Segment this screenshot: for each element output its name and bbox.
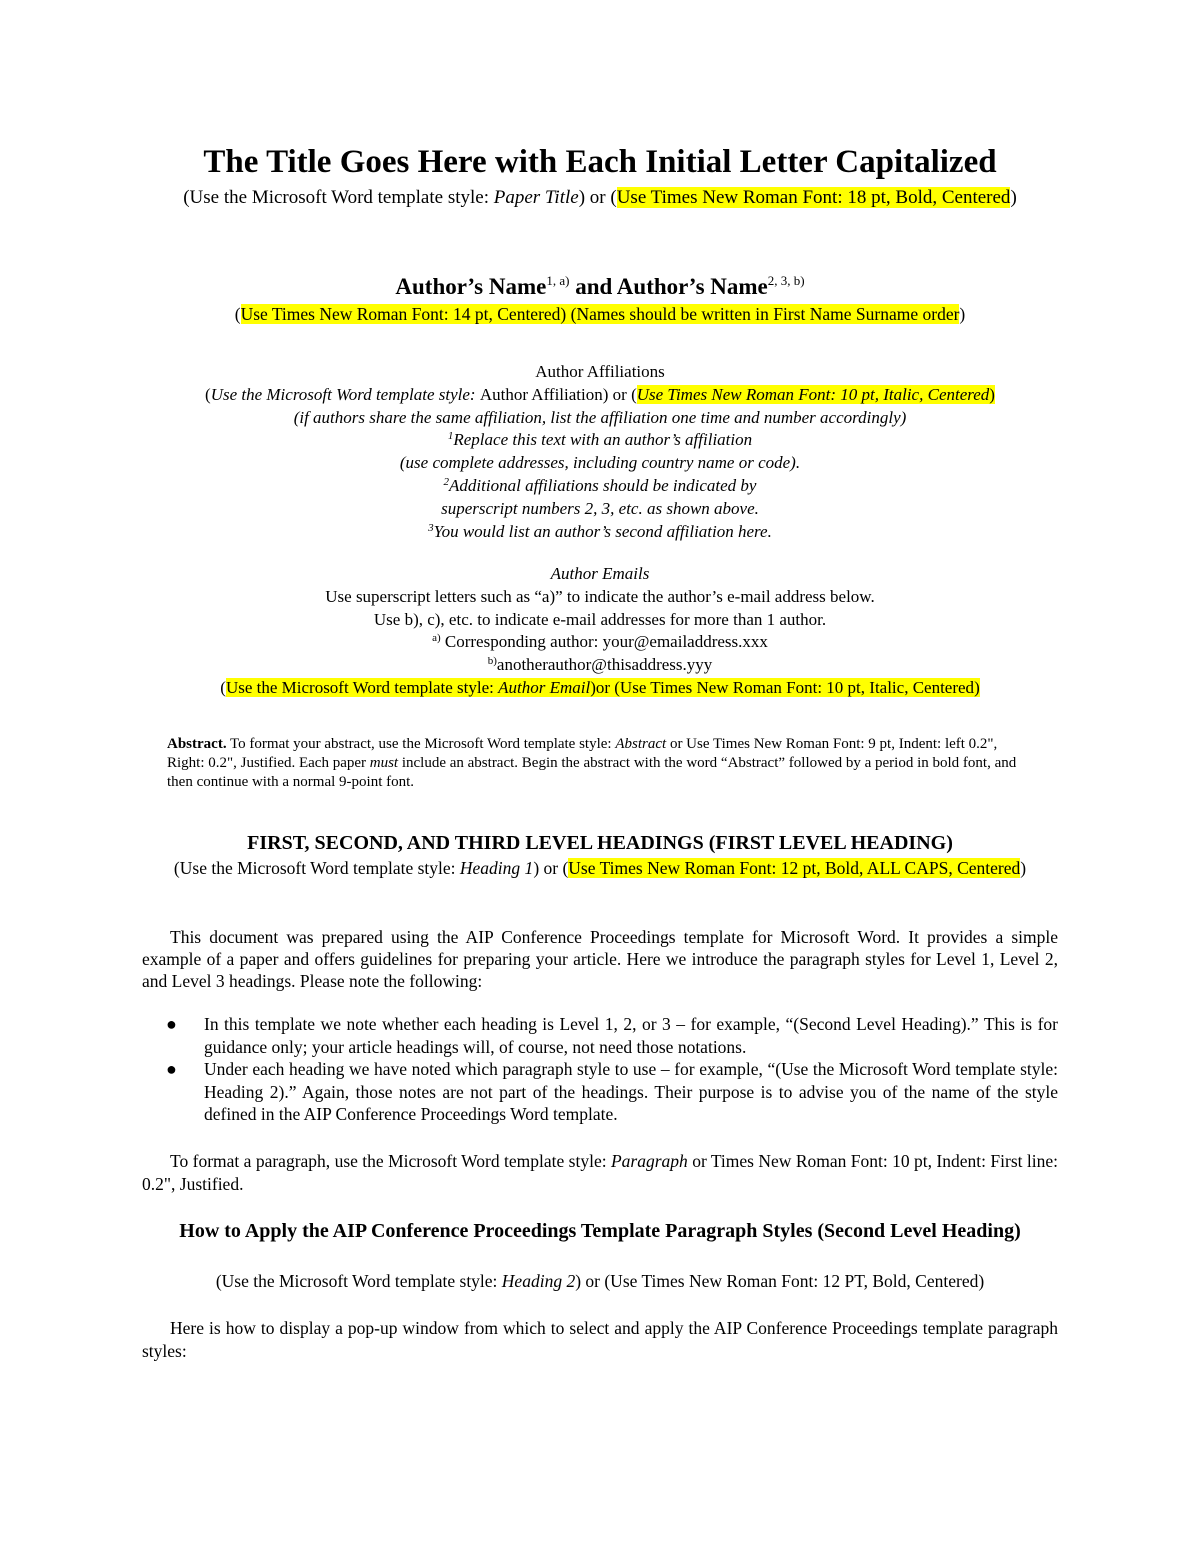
note-text: ) <box>959 304 966 324</box>
authors-style-note <box>142 303 1058 325</box>
note-text: ( <box>234 304 241 324</box>
author-name: Author’s Name <box>395 274 547 299</box>
affiliation-line <box>142 475 1058 498</box>
first-level-heading: FIRST, SECOND, AND THIRD LEVEL HEADINGS (FIRST LEVEL HEADING) <box>247 832 953 854</box>
highlighted-text: Use the Microsoft Word template style: <box>225 677 499 697</box>
affiliation-superscript: 1 <box>447 430 454 443</box>
highlighted-text: Use Times New Roman Font: 14 pt, Centered) (Names should be written in First Name Surname order <box>240 304 960 324</box>
paragraph-text: This document was prepared using the AIP Conference Proceedings template for Microsoft Word. It provides a simple example of a paper and offers guidelines for preparing your article. Here we introduce the paragraph styles for Level 1, Level 2, and Level 3 headings. Please note the following: <box>142 927 1058 992</box>
highlighted-text: Use Times New Roman Font: 18 pt, Bold, Centered <box>616 187 1011 208</box>
note-text: ( <box>220 677 226 697</box>
email-text: anotherauthor@thisaddress.yyy <box>496 655 713 675</box>
list-item <box>160 1013 1058 1058</box>
highlighted-text: Use Times New Roman Font: 12 pt, Bold, ALL CAPS, Centered <box>568 858 1021 878</box>
note-style-name: Paper Title <box>493 187 579 208</box>
list-item-text: In this template we note whether each heading is Level 1, 2, or 3 – for example, “(Second Level Heading).” This is for guidance only; your article headings will, of course, not need those notations. <box>204 1014 1058 1057</box>
note-text: ) or ( <box>602 384 637 404</box>
affiliations-block <box>142 361 1058 543</box>
abstract-style-name: Abstract <box>615 736 667 752</box>
bullet-icon: ● <box>166 1014 177 1034</box>
highlighted-text: )or ( <box>590 677 620 697</box>
title-style-note <box>150 185 1050 211</box>
highlighted-text: Author Email <box>498 677 591 697</box>
paragraph-text: To format a paragraph, use the Microsoft Word template style: <box>170 1151 611 1171</box>
list-item <box>160 1058 1058 1126</box>
affiliations-share-note: (if authors share the same affiliation, list the affiliation one time and number accordingly) <box>293 407 907 427</box>
abstract-emphasis: must <box>369 755 399 771</box>
note-style-name: Heading 1 <box>459 858 534 878</box>
body-paragraph <box>142 1317 1058 1362</box>
highlighted-text: Use Times New Roman Font: 10 pt, Italic, Centered <box>636 384 990 404</box>
affiliation-line <box>142 429 1058 452</box>
paragraph-style-name: Paragraph <box>610 1151 688 1171</box>
note-style-name: Author Affiliation <box>479 384 603 404</box>
bullet-list <box>160 1013 1058 1126</box>
affiliation-line <box>142 521 1058 544</box>
email-superscript: a) <box>432 632 441 645</box>
note-text: (Use the Microsoft Word template style: <box>215 1271 502 1291</box>
emails-heading: Author Emails <box>550 564 650 583</box>
affiliation-line: superscript numbers 2, 3, etc. as shown above. <box>441 498 759 518</box>
body-paragraph <box>142 926 1058 993</box>
note-text: ) <box>1020 858 1027 878</box>
heading2-style-note <box>142 1270 1058 1293</box>
emails-block <box>142 563 1058 700</box>
email-superscript: b) <box>487 655 497 668</box>
bullet-icon: ● <box>166 1059 177 1079</box>
list-item-text: Under each heading we have noted which paragraph style to use – for example, “(Use the Microsoft Word template style: Heading 2).” Again, those notes are not part of the headings. Their purpose is to advise you of the name of the style defined in the AIP Conference Proceedings Word template. <box>204 1059 1058 1124</box>
note-text: (Use the Microsoft Word template style: <box>183 187 494 208</box>
author-conjunction: and <box>569 274 617 299</box>
author-names <box>142 272 1058 302</box>
affiliation-superscript: 2 <box>443 475 450 488</box>
affiliation-text: Additional affiliations should be indicated by <box>449 475 757 495</box>
paper-title: The Title Goes Here with Each Initial Letter Capitalized <box>203 144 997 180</box>
affiliation-line: (use complete addresses, including country name or code). <box>399 453 801 473</box>
author-superscript: 1, a) <box>546 273 570 288</box>
paragraph-text: or Times New Roman Font: 10 pt, Indent: First line: 0.2", Justified. <box>142 1151 1058 1194</box>
author-name: Author’s Name <box>616 274 768 299</box>
affiliation-superscript: 3 <box>428 521 434 534</box>
second-level-heading: How to Apply the AIP Conference Proceedings Template Paragraph Styles (Second Level Heading) <box>179 1220 1021 1242</box>
abstract-text: To format your abstract, use the Microsoft Word template style: <box>226 736 616 752</box>
affiliations-style-note: (Use the Microsoft Word template style: Author Affiliation) or (Use Times New Roman Font: 10 pt, Italic, Centered) <box>205 384 995 404</box>
note-text: ) <box>1010 187 1017 208</box>
highlighted-text: ) <box>974 677 980 697</box>
abstract-text: include an abstract. Begin the abstract with the word “Abstract” followed by a period in bold font, and then continue with a normal 9-point font. <box>167 755 1017 790</box>
email-line <box>142 654 1058 677</box>
note-text: Use the Microsoft Word template style: <box>210 384 480 404</box>
heading1-style-note <box>150 857 1050 880</box>
note-style-name: Heading 2 <box>501 1271 576 1291</box>
email-text: Corresponding author: your@emailaddress.xxx <box>440 632 768 652</box>
abstract-text: or Use Times New Roman Font: 9 pt, Indent: left 0.2", Right: 0.2", Justified. Each paper <box>167 736 998 771</box>
affiliation-text: You would list an author’s second affiliation here. <box>433 521 772 541</box>
emails-style-note <box>142 677 1058 700</box>
abstract-paragraph <box>167 735 1033 792</box>
note-text: ) or (Use Times New Roman Font: 12 PT, Bold, Centered) <box>575 1271 985 1291</box>
body-paragraph <box>142 1150 1058 1195</box>
note-text: ) or ( <box>578 187 617 208</box>
author-superscript: 2, 3, b) <box>767 273 805 288</box>
affiliation-text: Replace this text with an author’s affiliation <box>453 430 753 450</box>
paragraph-text: Here is how to display a pop-up window from which to select and apply the AIP Conference Proceedings template paragraph styles: <box>142 1318 1058 1361</box>
abstract-label: Abstract. <box>167 736 227 752</box>
email-instruction: Use superscript letters such as “a)” to indicate the author’s e-mail address below. <box>325 586 875 606</box>
email-instruction: Use b), c), etc. to indicate e-mail addresses for more than 1 author. <box>373 609 827 629</box>
highlighted-text: Use Times New Roman Font: 10 pt, Italic, Centered <box>619 677 975 697</box>
affiliations-heading: Author Affiliations <box>535 362 665 381</box>
note-text: (Use the Microsoft Word template style: <box>173 858 460 878</box>
note-text: ) or ( <box>533 858 569 878</box>
email-line <box>142 631 1058 654</box>
